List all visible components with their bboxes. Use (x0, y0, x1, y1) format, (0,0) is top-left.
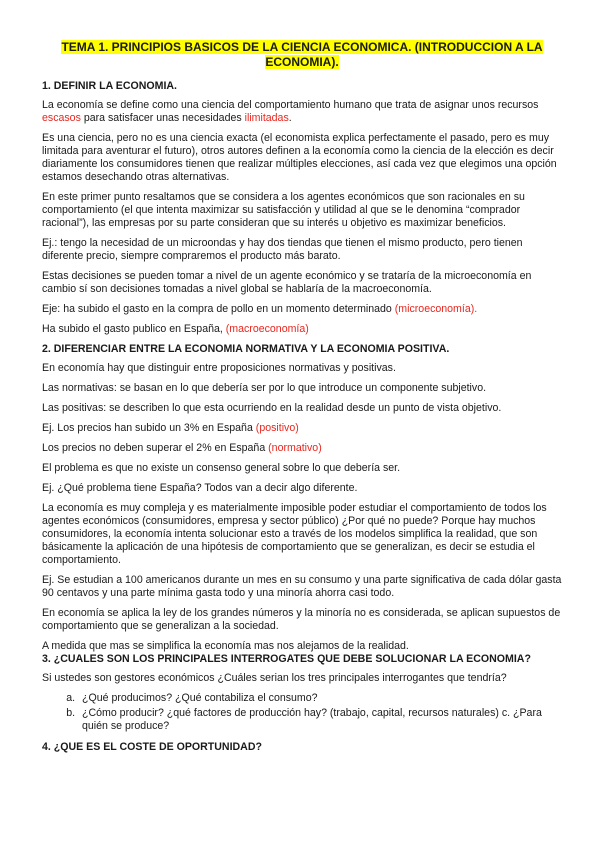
text-run: Ha subido el gasto publico en España, (42, 323, 226, 335)
paragraph (42, 442, 562, 455)
paragraph: Si ustedes son gestores económicos ¿Cuáles serian los tres principales interrogantes que tendría? (42, 672, 507, 684)
paragraph: Ej. ¿Qué problema tiene España? Todos van a decir algo diferente. (42, 482, 358, 494)
text-run: Ej. Los precios han subido un 3% en España (42, 422, 256, 434)
text-run: Eje: ha subido el gasto en la compra de pollo en un momento determinado (42, 303, 395, 315)
paragraph (42, 422, 562, 435)
list-item: a. ¿Qué producimos? ¿Qué contabiliza el consumo? (78, 692, 562, 705)
section-2-heading: 2. DIFERENCIAR ENTRE LA ECONOMIA NORMATIVA Y LA ECONOMIA POSITIVA. (42, 343, 450, 355)
paragraph: En economía se aplica la ley de los grandes números y la minoría no es considerada, se aplican supuestos de comportamiento que se generalizan a la sociedad. (42, 607, 561, 632)
paragraph: Es una ciencia, pero no es una ciencia exacta (el economista explica perfectamente el pasado, pero es muy limitada para aventurar el futuro), otros autores definen a la economía como la ciencia de la elección es decir diariamente los consumidores tienen que realizar múltiples elecciones, así cada vez que elegimos una opción estamos desechando otras alternativas. (42, 132, 557, 183)
paragraph: Estas decisiones se pueden tomar a nivel de un agente económico y se trataría de la microeconomía en cambio sí son decisiones tomadas a nivel global se hablaría de la macroeconomía. (42, 270, 532, 295)
question-list (42, 692, 562, 733)
list-item: b. ¿Cómo producir? ¿qué factores de producción hay? (trabajo, capital, recursos naturales) c. ¿Para quién se produce? (78, 707, 562, 733)
paragraph: A medida que mas se simplifica la economía mas nos alejamos de la realidad. (42, 640, 409, 652)
text-run: Los precios no deben superar el 2% en España (42, 442, 269, 454)
paragraph (42, 99, 562, 125)
highlight-red-text: ilimitadas (244, 112, 289, 124)
paragraph: Ej.: tengo la necesidad de un microondas y hay dos tiendas que tienen el mismo producto, pero tienen diferente precio, siempre compraremos el producto más barato. (42, 237, 523, 262)
paragraph (42, 323, 562, 336)
section-1-heading: 1. DEFINIR LA ECONOMIA. (42, 80, 177, 92)
paragraph: En economía hay que distinguir entre proposiciones normativas y positivas. (42, 362, 396, 374)
section-4-heading: 4. ¿QUE ES EL COSTE DE OPORTUNIDAD? (42, 741, 262, 753)
highlight-red-text: (normativo) (268, 442, 322, 454)
paragraph: Las normativas: se basan en lo que debería ser por lo que introduce un componente subjetivo. (42, 382, 487, 394)
paragraph: La economía es muy compleja y es materialmente imposible poder estudiar el comportamiento de todos los agentes económicos (consumidores, empresa y sector público) ¿Por qué no puede? Porque hay muchos consumidores, la economía intenta solucionar esto a través de los modelos simplifica la realidad, que son básicamente la aplicación de una hipótesis de comportamiento que se generalizan, es decir se estudia el comportamiento. (42, 502, 547, 566)
text-run: para satisfacer unas necesidades (80, 112, 245, 124)
highlight-red-text: (microeconomía). (394, 303, 478, 315)
document-page (42, 40, 562, 760)
highlight-red-text: (macroeconomía) (225, 323, 309, 335)
highlight-red-text: (positivo) (255, 422, 299, 434)
highlighted-title-text: TEMA 1. PRINCIPIOS BASICOS DE LA CIENCIA ECONOMICA. (INTRODUCCION A LA ECONOMIA). (61, 40, 543, 69)
paragraph: En este primer punto resaltamos que se considera a los agentes económicos que son racionales en su comportamiento (el que intenta maximizar su satisfacción y utilidad al que se le denomina “comprador racional”), las empresas por su parte consideran que su interés u objetivo es maximizar beneficios. (42, 191, 525, 229)
text-run: La economía se define como una ciencia del comportamiento humano que trata de asignar unos recursos (42, 99, 539, 111)
highlight-red-text: escasos (42, 112, 81, 124)
text-run: . (288, 112, 292, 124)
paragraph (42, 303, 562, 316)
section-3-heading: 3. ¿CUALES SON LOS PRINCIPALES INTERROGATES QUE DEBE SOLUCIONAR LA ECONOMIA? (42, 653, 531, 665)
document-title (42, 40, 562, 70)
paragraph: Las positivas: se describen lo que esta ocurriendo en la realidad desde un punto de vista objetivo. (42, 402, 502, 414)
paragraph: El problema es que no existe un consenso general sobre lo que debería ser. (42, 462, 401, 474)
paragraph: Ej. Se estudian a 100 americanos durante un mes en su consumo y una parte significativa de cada dólar gasta 90 centavos y una parte mínima gasta todo y una minoría ahorra casi todo. (42, 574, 562, 599)
